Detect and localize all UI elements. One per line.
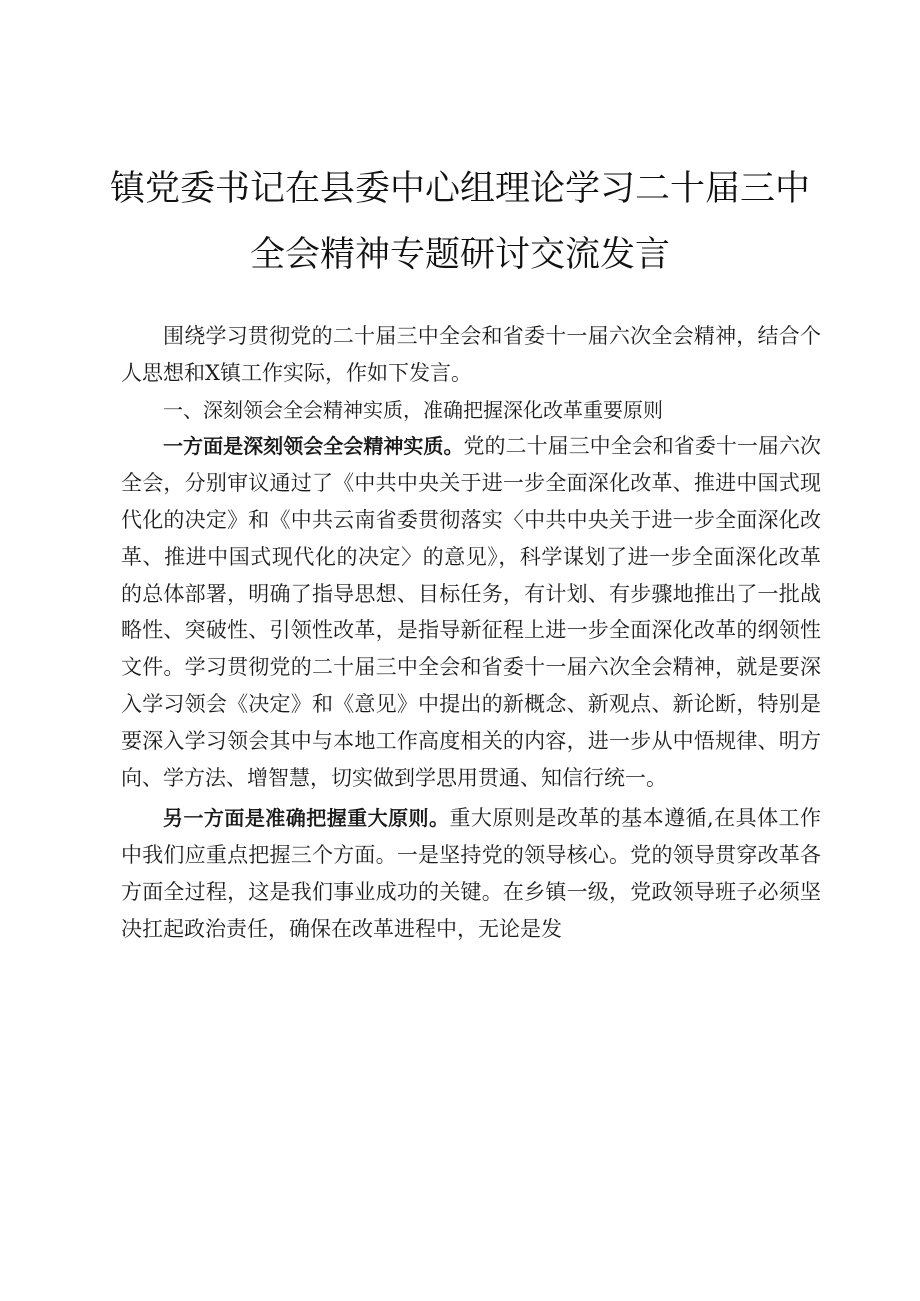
paragraph-2 [121, 800, 821, 947]
paragraph-1 [121, 428, 821, 796]
paragraph-1-lead: 一方面是深刻领会全会精神实质。 [163, 434, 464, 459]
paragraph-2-lead: 另一方面是准确把握重大原则。 [163, 806, 450, 831]
paragraph-1-text: 党的二十届三中全会和省委十一届六次全会，分别审议通过了《中共中央关于进一步全面深化改革、推进中国式现代化的决定》和《中共云南省委贯彻落实〈中共中央关于进一步全面深化改革、推进中国式现代化的决定〉的意见》，科学谋划了进一步全面深化改革的总体部署，明确了指导思想、目标任务，有计划、有步骤地推出了一批战略性、突破性、引领性改革，是指导新征程上进一步全面深化改革的纲领性文件。学习贯彻党的二十届三中全会和省委十一届六次全会精神，就是要深入学习领会《决定》和《意见》中提出的新概念、新观点、新论断，特别是要深入学习领会其中与本地工作高度相关的内容，进一步从中悟规律、明方向、学方法、增智慧，切实做到学思用贯通、知信行统一。 [121, 434, 821, 790]
document-body [121, 318, 821, 948]
paragraph-2-text: 重大原则是改革的基本遵循,在具体工作中我们应重点把握三个方面。一是坚持党的领导核心。党的领导贯穿改革各方面全过程，这是我们事业成功的关键。在乡镇一级，党政领导班子必须坚决扛起政治责任，确保在改革进程中，无论是发 [121, 806, 821, 941]
document-title-line2: 全会精神专题研讨交流发言 [249, 235, 670, 275]
section-heading: 一、深刻领会全会精神实质，准确把握深化改革重要原则 [163, 397, 663, 422]
intro-paragraph: 围绕学习贯彻党的二十届三中全会和省委十一届六次全会精神，结合个人思想和X镇工作实际，作如下发言。 [121, 324, 821, 385]
document-title-line1: 镇党委书记在县委中心组理论学习二十届三中 [110, 169, 811, 209]
